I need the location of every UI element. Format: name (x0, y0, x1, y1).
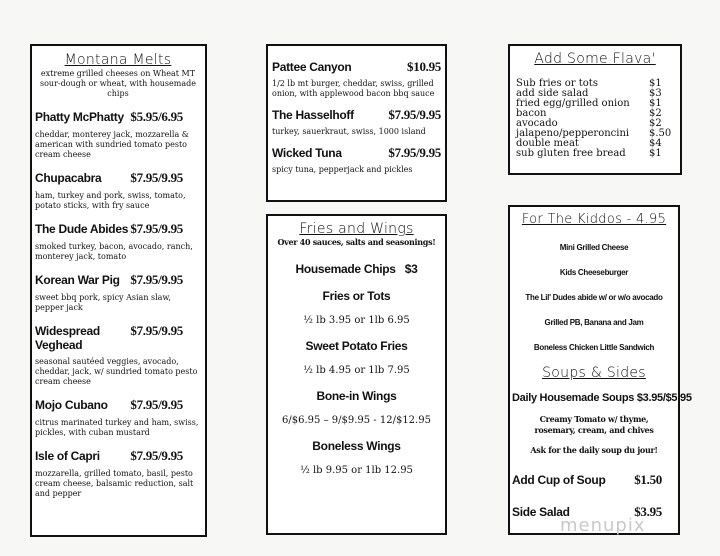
add-on-row (516, 149, 674, 159)
burgers-panel (266, 44, 447, 202)
sweet-potato-price: ½ lb 4.95 or 1lb 7.95 (303, 365, 410, 376)
kiddos-title: For The Kiddos - 4.95 (521, 212, 667, 227)
add-on-name: avocado (516, 118, 558, 129)
item-name: Korean War Pig (35, 273, 120, 287)
item-description: cheddar, monterey jack, mozzarella & american with sundried tomato pesto cream cheese (35, 130, 189, 159)
housemade-chips-price: $3 (404, 262, 418, 276)
menu-item-row (35, 448, 201, 464)
bone-in-wings-price: 6/$6.95 – 9/$9.95 - 12/$12.95 (282, 415, 431, 426)
menu-item (272, 107, 441, 137)
watermark-logo: menupix (560, 515, 646, 536)
add-on-price: $3 (649, 88, 662, 99)
item-description: mozzarella, grilled tomato, basil, pesto cream cheese, balsamic reduction, salt and pepper (35, 469, 194, 498)
menu-item (35, 397, 201, 438)
add-cup-of-soup (512, 472, 676, 488)
menu-item (35, 170, 201, 211)
item-description: smoked turkey, bacon, avocado, ranch, monterey jack, tomato (35, 242, 193, 261)
add-on-price: $1 (649, 98, 662, 109)
add-ons-title: Add Some Flava' (534, 51, 656, 67)
kids-menu-item: The Lil' Dudes abide w/ or w/o avocado (525, 293, 663, 302)
montana-melts-intro: extreme grilled cheeses on Wheat MT sour-dough or wheat, with housemade chips (40, 69, 196, 98)
fries-wings-panel (266, 214, 447, 535)
menu-item (35, 448, 201, 499)
fries-tots-price: ½ lb 3.95 or 1lb 6.95 (303, 315, 410, 326)
add-on-price: $1 (649, 148, 662, 159)
daily-soups: Daily Housemade Soups $3.95/$5.95 (512, 392, 692, 404)
menu-item-row (272, 59, 441, 75)
burger-list (272, 59, 441, 175)
item-price: $7.95/9.95 (130, 448, 183, 463)
montana-melts-title: Montana Melts (64, 52, 172, 68)
item-name: Pattee Canyon (272, 60, 352, 74)
add-on-name: sub gluten free bread (516, 148, 626, 159)
creamy-tomato: Creamy Tomato w/ thyme, rosemary, cream, and chives (534, 414, 654, 435)
item-name: Widespread Veghead (35, 324, 100, 352)
kiddos-soups-panel (508, 205, 692, 535)
side-salad-price: $3.95 (634, 504, 662, 519)
add-on-name: Sub fries or tots (516, 78, 598, 89)
add-on-price: $2 (649, 108, 662, 119)
item-description: seasonal sautéed veggies, avocado, cheddar, jack, w/ sundried tomato pesto cream cheese (35, 357, 198, 386)
item-description: sweet bbq pork, spicy Asian slaw, pepper jack (35, 293, 171, 312)
item-description: ham, turkey and pork, swiss, tomato, potato sticks, with fry sauce (35, 191, 186, 210)
item-price: $7.95/9.95 (130, 397, 183, 412)
item-name: Mojo Cubano (35, 398, 108, 412)
menu-item-row (35, 109, 201, 125)
menu-item-row (35, 221, 201, 237)
housemade-chips-name: Housemade Chips (295, 262, 396, 276)
add-ons-list (516, 79, 674, 159)
add-on-name: add side salad (516, 88, 589, 99)
add-on-price: $4 (649, 138, 662, 149)
item-price: $7.95/9.95 (130, 221, 183, 236)
menu-item (35, 221, 201, 262)
menu-item-row (35, 323, 201, 352)
soups-sides-title: Soups & Sides (542, 365, 646, 381)
kiddos-list (512, 243, 676, 352)
sweet-potato-fries: Sweet Potato Fries (305, 339, 408, 353)
item-price: $7.95/9.95 (130, 170, 183, 185)
item-name: The Dude Abides (35, 222, 129, 236)
kids-menu-item: Kids Cheeseburger (559, 268, 629, 277)
add-on-name: fried egg/grilled onion (516, 98, 630, 109)
side-salad-name: Side Salad (512, 505, 570, 519)
cup-soup-name: Add Cup of Soup (512, 473, 606, 487)
item-price: $5.95/6.95 (130, 109, 183, 124)
montana-melts-panel (30, 44, 207, 537)
add-on-price: $2 (649, 118, 662, 129)
menu-item (272, 59, 441, 99)
add-on-price: $1 (649, 78, 662, 89)
menu-item-row (272, 145, 441, 161)
kids-menu-item: Grilled PB, Banana and Jam (544, 318, 644, 327)
fries-wings-subtitle: Over 40 sauces, salts and seasonings! (277, 237, 436, 247)
item-price: $7.95/9.95 (130, 272, 183, 287)
kids-menu-item: Mini Grilled Cheese (559, 243, 629, 252)
fries-tots: Fries or Tots (322, 289, 391, 303)
add-on-name: double meat (516, 138, 579, 149)
item-name: The Hasselhoff (272, 108, 354, 122)
add-on-price: $.50 (649, 128, 672, 139)
item-price: $10.95 (407, 59, 441, 74)
add-on-name: bacon (516, 108, 547, 119)
item-description: citrus marinated turkey and ham, swiss, pickles, with cuban mustard (35, 418, 199, 437)
kids-menu-item: Boneless Chicken Little Sandwich (533, 343, 655, 352)
bone-in-wings: Bone-in Wings (316, 389, 397, 403)
soup-du-jour-note: Ask for the daily soup du jour! (530, 445, 658, 455)
item-price: $7.95/9.95 (388, 107, 441, 122)
menu-item (272, 145, 441, 175)
melt-list (35, 109, 201, 499)
item-description: 1/2 lb mt burger, cheddar, swiss, grilled onion, with applewood bacon bbq sauce (272, 79, 435, 98)
cup-soup-price: $1.50 (634, 472, 662, 487)
item-price: $7.95/9.95 (130, 323, 183, 338)
item-name: Wicked Tuna (272, 146, 342, 160)
menu-item-row (35, 170, 201, 186)
add-ons-panel (508, 44, 682, 175)
menu-item (35, 323, 201, 387)
boneless-wings-price: ½ lb 9.95 or 1lb 12.95 (300, 465, 413, 476)
menu-item-row (35, 272, 201, 288)
menu-item (35, 109, 201, 160)
fries-wings-title: Fries and Wings (299, 221, 414, 237)
item-description: turkey, sauerkraut, swiss, 1000 island (272, 127, 426, 136)
item-name: Isle of Capri (35, 449, 100, 463)
item-description: spicy tuna, pepperjack and pickles (272, 165, 413, 174)
menu-item-row (35, 397, 201, 413)
boneless-wings: Boneless Wings (312, 439, 401, 453)
menu-item (35, 272, 201, 313)
menu-item-row (272, 107, 441, 123)
add-on-name: jalapeno/pepperoncini (516, 128, 630, 139)
item-name: Phatty McPhatty (35, 110, 124, 124)
item-price: $7.95/9.95 (388, 145, 441, 160)
item-name: Chupacabra (35, 171, 102, 185)
housemade-chips (272, 262, 441, 276)
